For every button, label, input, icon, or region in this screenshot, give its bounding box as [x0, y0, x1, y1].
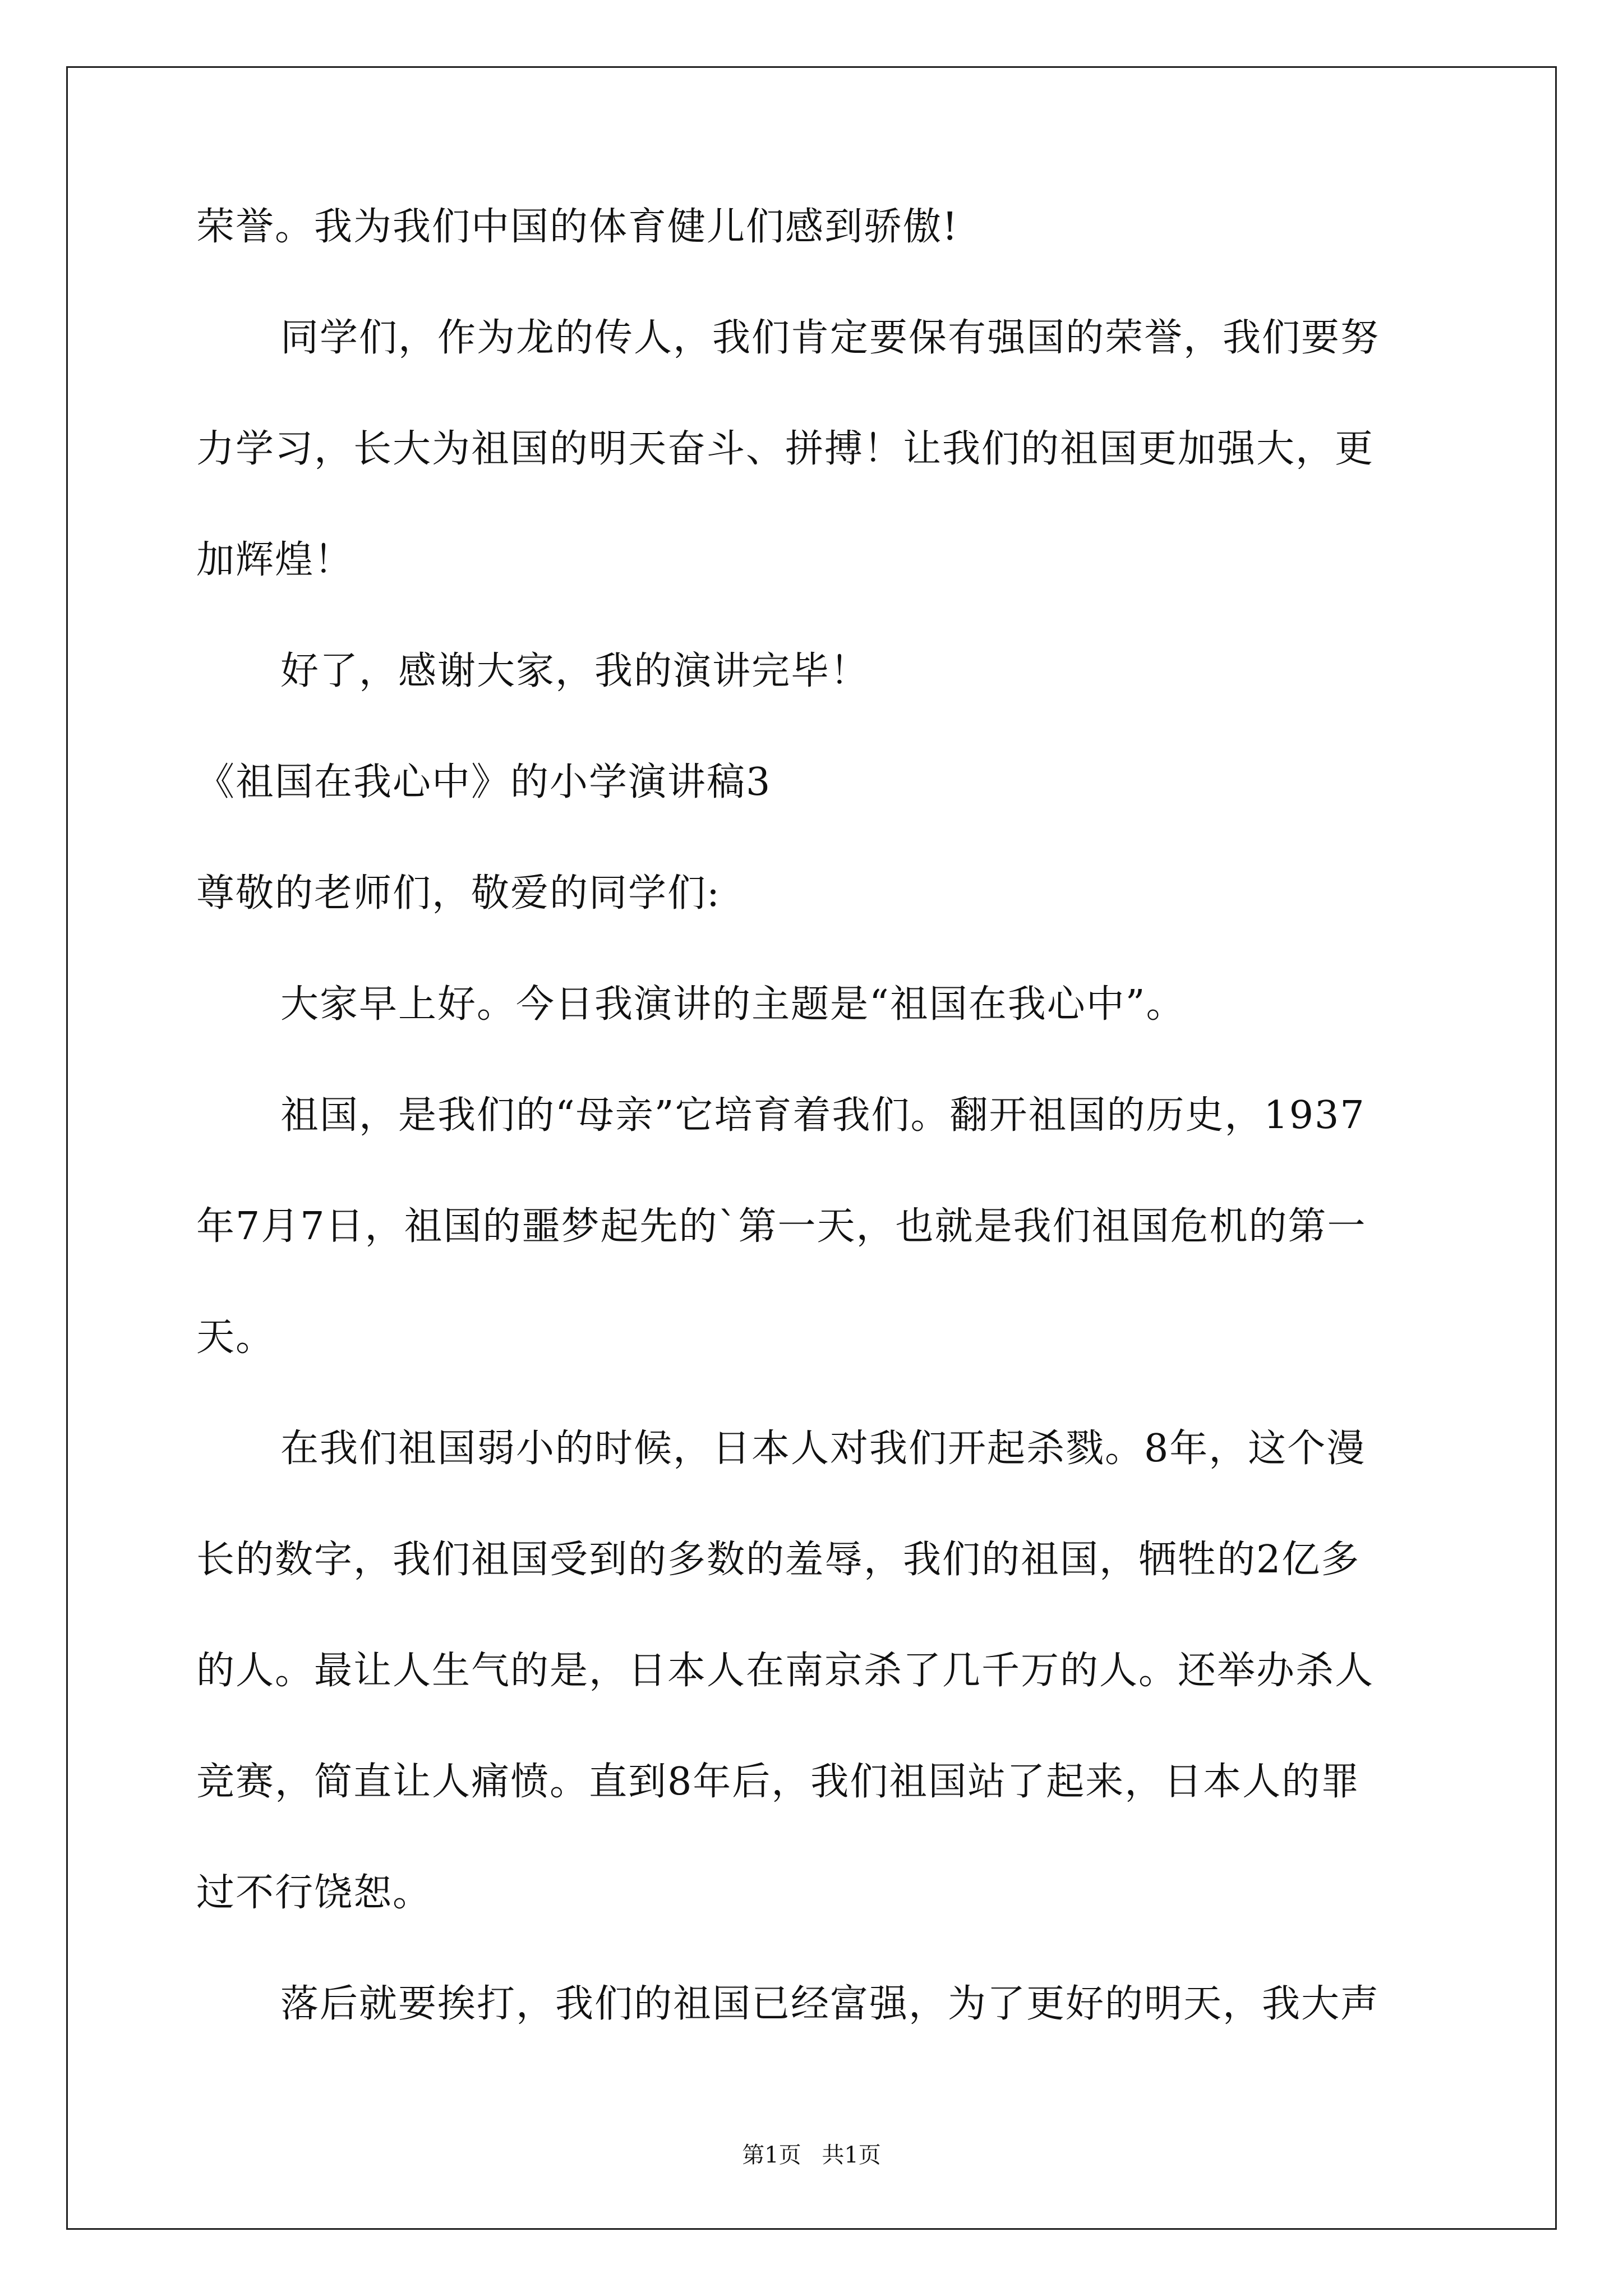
- page-number: 第1页: [742, 2142, 801, 2168]
- page-total: 共1页: [822, 2142, 881, 2168]
- paragraph-first-line: 大家早上好。今日我演讲的主题是“祖国在我心中”。: [280, 982, 1186, 1027]
- section-heading: 《祖国在我心中》的小学演讲稿3: [196, 760, 772, 804]
- page-footer: [0, 2141, 1623, 2169]
- text-line: 竞赛，简直让人痛愤。直到8年后，我们祖国站了起来，日本人的罪: [196, 1760, 1361, 1804]
- paragraph-first-line: 落后就要挨打，我们的祖国已经富强，为了更好的明天，我大声: [280, 1982, 1380, 2026]
- text-line: 年7月7日，祖国的噩梦起先的`第一天，也就是我们祖国危机的第一: [196, 1204, 1367, 1249]
- text-line: 的人。最让人生气的是，日本人在南京杀了几千万的人。还举办杀人: [196, 1649, 1375, 1693]
- text-line: 加辉煌！: [196, 538, 354, 582]
- text-line: 力学习，长大为祖国的明天奋斗、拼搏！让我们的祖国更加强大，更: [196, 427, 1375, 471]
- text-line: 长的数字，我们祖国受到的多数的羞辱，我们的祖国，牺牲的2亿多: [196, 1538, 1361, 1582]
- paragraph-first-line: 好了，感谢大家，我的演讲完毕！: [280, 649, 870, 693]
- text-line: 天。: [196, 1315, 275, 1360]
- text-line: 荣誉。我为我们中国的体育健儿们感到骄傲!: [196, 205, 959, 249]
- paragraph-first-line: 在我们祖国弱小的时候，日本人对我们开起杀戮。8年，这个漫: [280, 1427, 1366, 1471]
- salutation-line: 尊敬的老师们，敬爱的同学们:: [196, 871, 721, 915]
- paragraph-first-line: 祖国，是我们的“母亲”它培育着我们。翻开祖国的历史，1937: [280, 1093, 1366, 1138]
- paragraph-first-line: 同学们，作为龙的传人，我们肯定要保有强国的荣誉，我们要努: [280, 316, 1380, 360]
- text-line: 过不行饶恕。: [196, 1871, 432, 1915]
